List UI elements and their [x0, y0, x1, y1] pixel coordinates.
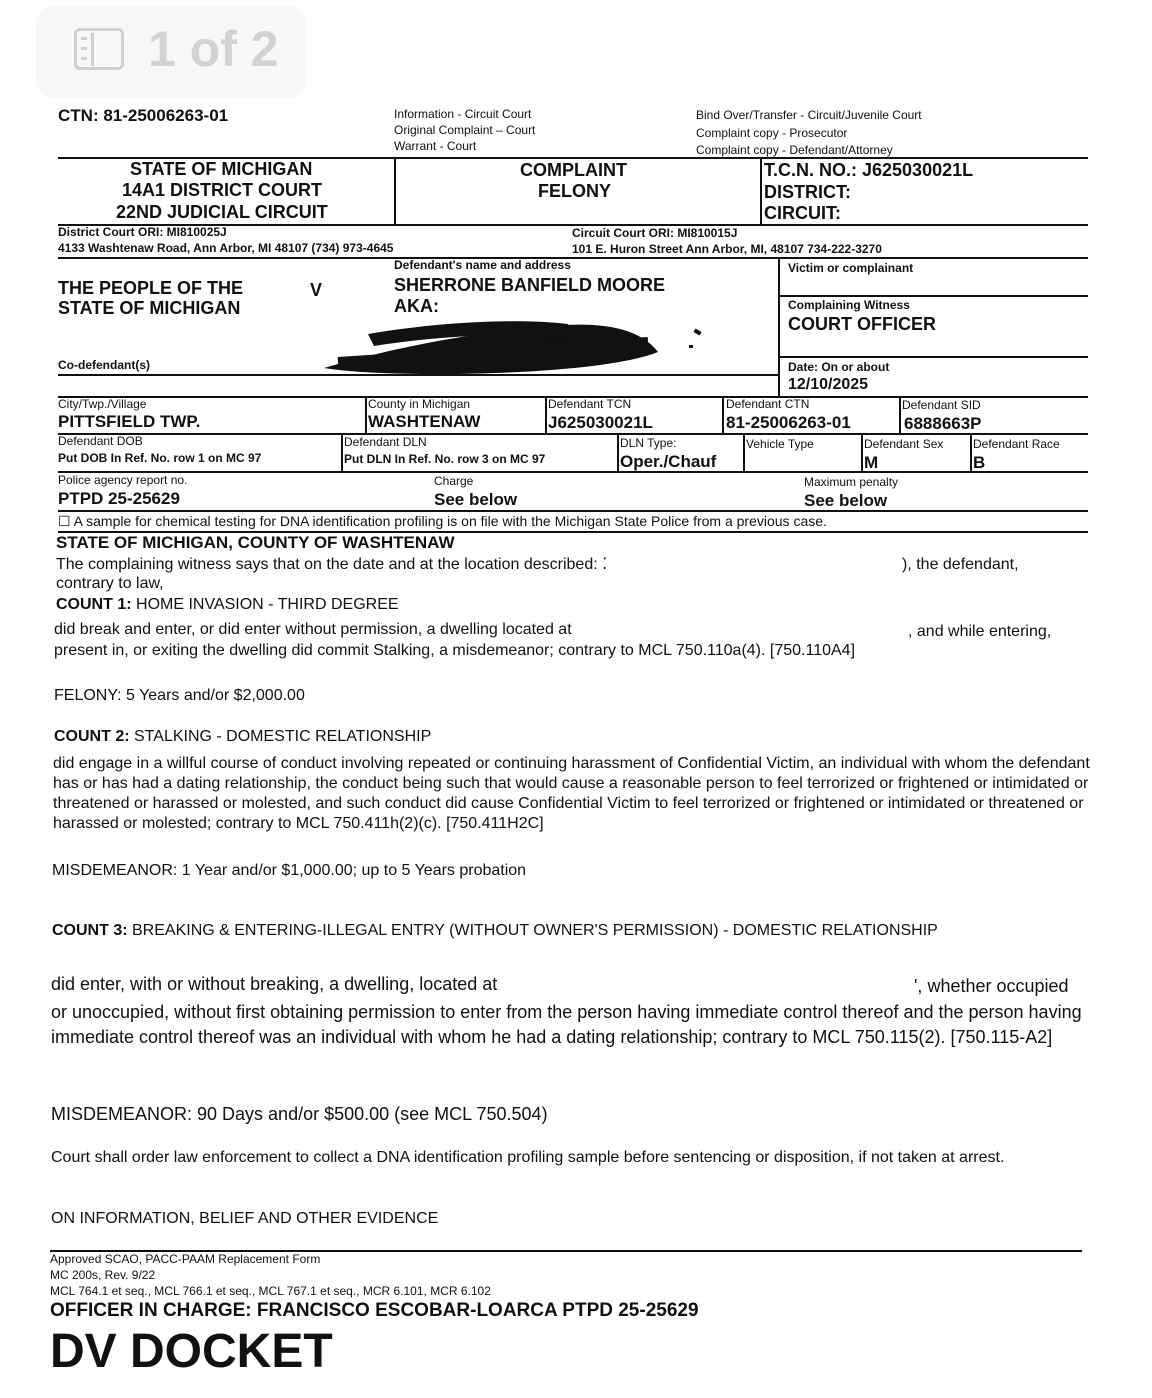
tcn-number: T.C.N. NO.: J625030021L: [764, 160, 974, 180]
date-value: 12/10/2025: [788, 376, 869, 393]
divider: [778, 295, 1088, 297]
dna-order: Court shall order law enforcement to collect a DNA identification profiling sample before sentencing or disposition, if not taken at arrest.: [51, 1149, 1005, 1166]
dv-docket-stamp: DV DOCKET: [50, 1325, 333, 1378]
divider: [58, 510, 1088, 512]
people-line-1: THE PEOPLE OF THE: [58, 278, 244, 298]
versus: V: [310, 280, 323, 300]
county-value: WASHTENAW: [368, 412, 481, 431]
routing-left-2: Original Complaint – Court: [394, 123, 536, 137]
intro-contrary: contrary to law,: [56, 575, 164, 592]
court-district: 14A1 DISTRICT COURT: [122, 180, 323, 200]
count1-heading: [56, 596, 399, 614]
district-ori: District Court ORI: MI810025J: [58, 225, 227, 239]
max-penalty-label: Maximum penalty: [804, 475, 899, 489]
county-heading: STATE OF MICHIGAN, COUNTY OF WASHTENAW: [56, 533, 455, 552]
district-label: DISTRICT:: [764, 182, 851, 202]
page-indicator-text: 1 of 2: [148, 21, 279, 77]
dln-type-label: DLN Type:: [620, 436, 677, 450]
district-address: 4133 Washtenaw Road, Ann Arbor, MI 48107 (734) 973-4645: [58, 241, 394, 255]
count2-penalty: MISDEMEANOR: 1 Year and/or $1,000.00; up to 5 Years probation: [52, 862, 527, 879]
court-circuit: 22ND JUDICIAL CIRCUIT: [116, 202, 328, 222]
divider: [778, 356, 1088, 358]
divider: [778, 257, 780, 397]
form-revision: MC 200s, Rev. 9/22: [50, 1268, 156, 1282]
divider: [760, 157, 762, 225]
dln-type-value: Oper./Chauf: [620, 452, 717, 471]
divider: [545, 396, 547, 433]
count3-title: BREAKING & ENTERING-ILLEGAL ENTRY (WITHOUT OWNER'S PERMISSION) - DOMESTIC RELATIONSHIP: [127, 922, 938, 939]
police-report-value: PTPD 25-25629: [58, 489, 180, 508]
codefendant-label: Co-defendant(s): [58, 358, 150, 372]
form-approval: Approved SCAO, PACC-PAAM Replacement Form: [50, 1252, 321, 1266]
divider: [899, 396, 901, 433]
count3-text-b: ', whether occupied: [914, 976, 1069, 996]
race-value: B: [973, 453, 986, 472]
page-indicator-badge[interactable]: [36, 6, 306, 98]
divider: [722, 396, 724, 433]
count2-title: STALKING - DOMESTIC RELATIONSHIP: [129, 728, 432, 745]
document-pages-icon: [74, 28, 124, 70]
divider: [861, 433, 863, 471]
defendant-name: SHERRONE BANFIELD MOORE: [394, 275, 666, 295]
divider: [365, 396, 367, 433]
defendant-ctn-value: 81-25006263-01: [726, 413, 851, 432]
count3-heading: [52, 922, 938, 940]
circuit-ori: Circuit Court ORI: MI810015J: [572, 226, 738, 240]
complaint-title: COMPLAINT: [520, 160, 627, 180]
divider: [970, 433, 972, 471]
defendant-sid-value: 6888663P: [904, 414, 982, 433]
dln-label: Defendant DLN: [344, 435, 427, 449]
dob-value: Put DOB In Ref. No. row 1 on MC 97: [58, 451, 262, 465]
count3-label: COUNT 3:: [52, 922, 128, 939]
people-line-2: STATE OF MICHIGAN: [58, 298, 241, 318]
sex-label: Defendant Sex: [864, 437, 944, 451]
routing-left-3: Warrant - Court: [394, 139, 477, 153]
count3-penalty: MISDEMEANOR: 90 Days and/or $500.00 (see MCL 750.504): [51, 1104, 548, 1124]
charge-value: See below: [434, 490, 518, 509]
sex-value: M: [864, 453, 879, 472]
max-penalty-value: See below: [804, 491, 888, 510]
dob-label: Defendant DOB: [58, 434, 143, 448]
victim-label: Victim or complainant: [788, 261, 914, 275]
form-authority: MCL 764.1 et seq., MCL 766.1 et seq., MCL 767.1 et seq., MCR 6.101, MCR 6.102: [50, 1284, 491, 1298]
redaction-mark: [689, 345, 693, 348]
routing-right-2: Complaint copy - Prosecutor: [696, 126, 848, 140]
city-value: PITTSFIELD TWP.: [58, 412, 201, 431]
count1-title: HOME INVASION - THIRD DEGREE: [131, 596, 399, 613]
routing-right-3: Complaint copy - Defendant/Attorney: [696, 143, 893, 157]
count2-label: COUNT 2:: [54, 728, 130, 745]
police-report-label: Police agency report no.: [58, 473, 188, 487]
count3-text-a: did enter, with or without breaking, a dwelling, located at: [51, 974, 498, 994]
defendant-aka: AKA:: [394, 296, 439, 316]
count1-text-b: , and while entering,: [908, 623, 1052, 640]
count1-text-c: present in, or exiting the dwelling did commit Stalking, a misdemeanor; contrary to MCL 750.110a(4). [750.110A4]: [54, 642, 856, 659]
count3-text-c: or unoccupied, without first obtaining permission to enter from the person having immediate control thereof and the person having immediate control thereof was an individual with whom he had a dating relationship; contrary to MCL 750.115(2). [750.115-A2]: [51, 1002, 1082, 1047]
defendant-ctn-label: Defendant CTN: [726, 397, 810, 411]
routing-left-1: Information - Circuit Court: [394, 107, 532, 121]
count1-penalty: FELONY: 5 Years and/or $2,000.00: [54, 687, 305, 704]
dln-value: Put DLN In Ref. No. row 3 on MC 97: [344, 452, 546, 466]
dna-on-file-note: ☐ A sample for chemical testing for DNA identification profiling is on file with the Michigan State Police from a previous case.: [58, 513, 827, 529]
circuit-address: 101 E. Huron Street Ann Arbor, MI, 48107 734-222-3270: [572, 242, 882, 256]
divider: [617, 433, 619, 471]
date-label: Date: On or about: [788, 360, 890, 374]
defendant-tcn-label: Defendant TCN: [548, 397, 632, 411]
witness-label: Complaining Witness: [788, 298, 910, 312]
divider: [58, 471, 1088, 473]
redaction-scribble: [318, 312, 663, 378]
intro-text: The complaining witness says that on the date and at the location described: ⁚: [56, 556, 608, 573]
routing-right-1: Bind Over/Transfer - Circuit/Juvenile Court: [696, 108, 922, 122]
complaint-type: FELONY: [538, 181, 612, 201]
defendant-name-label: Defendant's name and address: [394, 258, 571, 272]
count1-text-a: did break and enter, or did enter without permission, a dwelling located at: [54, 621, 572, 638]
intro-text-end: ), the defendant,: [902, 556, 1019, 573]
circuit-label: CIRCUIT:: [764, 203, 841, 223]
officer-in-charge: OFFICER IN CHARGE: FRANCISCO ESCOBAR-LOARCA PTPD 25-25629: [50, 1300, 699, 1321]
count1-label: COUNT 1:: [56, 596, 132, 613]
divider: [743, 433, 745, 471]
county-label: County in Michigan: [368, 397, 471, 411]
divider: [58, 257, 1088, 259]
count2-heading: [54, 728, 431, 746]
vehicle-type-label: Vehicle Type: [746, 437, 814, 451]
race-label: Defendant Race: [973, 437, 1060, 451]
redaction-mark: [693, 329, 701, 336]
divider: [394, 157, 396, 225]
ctn-number: CTN: 81-25006263-01: [58, 106, 229, 125]
court-state: STATE OF MICHIGAN: [130, 159, 313, 179]
defendant-sid-label: Defendant SID: [902, 398, 981, 412]
divider: [341, 433, 343, 471]
city-label: City/Twp./Village: [58, 397, 147, 411]
defendant-tcn-value: J625030021L: [548, 413, 653, 432]
witness-value: COURT OFFICER: [788, 314, 936, 334]
count2-text: did engage in a willful course of conduct involving repeated or continuing harassment of Confidential Victim, an individual with whom the defendant has or has had a dating relationship, the conduct being such that would cause a reasonable person to feel terrorized or frightened or intimidated or threatened or harassed or molested, and such conduct did cause Confidential Victim to feel terrorized or frightened or intimidated or threatened or harassed or molested; contrary to MCL 750.411h(2)(c). [750.411H2C]: [53, 755, 1090, 832]
information-line: ON INFORMATION, BELIEF AND OTHER EVIDENCE: [51, 1210, 439, 1227]
charge-label: Charge: [434, 474, 474, 488]
